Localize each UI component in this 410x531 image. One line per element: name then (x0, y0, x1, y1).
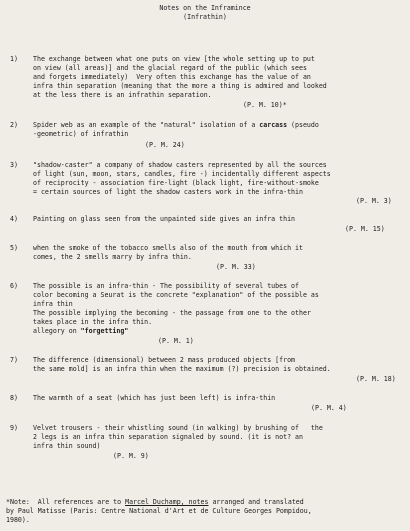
note-line: color becoming a Seurat is the concrete "explanation" of the possible as (33, 291, 319, 299)
note-number: 1) (10, 55, 18, 63)
note-line: and forgets immediately) Very often this exchange has the value of an (33, 73, 311, 81)
note-line: of reciprocity - association fire-light (black light, fire-without-smoke (33, 179, 319, 187)
note-line: Painting on glass seen from the unpainted side gives an infra thin (33, 215, 296, 223)
note-line: 2 legs is an infra thin separation signaled by sound. (it is not? an (33, 433, 303, 441)
note-line: takes place in the infra thin. (33, 318, 153, 326)
note-line: on view (all areas)] and the glacial regard of the public (which sees (33, 64, 307, 72)
footnote-source-title: Marcel Duchamp, notes (125, 498, 209, 506)
note-reference: (P. M. 10)* (243, 101, 287, 109)
note-line: of light (sun, moon, stars, candles, fire -) incidentally different aspects (33, 170, 331, 178)
note-number: 2) (10, 121, 18, 129)
note-number: 5) (10, 244, 18, 252)
note-line: the same mold] is an infra thin when the maximum (?) precision is obtained. (33, 365, 331, 373)
bold-word: "forgetting" (80, 327, 129, 335)
note-line: infra thin separation (meaning that the more a thing is admired and looked (33, 82, 327, 90)
note-number: 6) (10, 282, 18, 290)
note-line: = certain sources of light the shadow casters work in the infra-thin (33, 188, 303, 196)
note-line: The possible is an infra-thin - The possibility of several tubes of (33, 282, 299, 290)
note-line: allegory on "forgetting" (33, 327, 129, 335)
document-title: Notes on the Inframince (159, 4, 251, 12)
note-number: 9) (10, 424, 18, 432)
note-reference: (P. M. 1) (158, 337, 194, 345)
note-line: "shadow-caster" a company of shadow casters represented by all the sources (33, 161, 327, 169)
note-number: 3) (10, 161, 18, 169)
footnote-line: by Paul Matisse (Paris: Centre National d'Art et de Culture Georges Pompidou, (6, 507, 312, 515)
note-reference: (P. M. 33) (216, 263, 256, 271)
note-line: at the less there is an infrathin separation. (33, 91, 212, 99)
note-reference: (P. M. 15) (345, 225, 385, 233)
note-number: 4) (10, 215, 18, 223)
note-line: The possible implying the becoming - the passage from one to the other (33, 309, 311, 317)
note-reference: (P. M. 18) (356, 375, 396, 383)
bold-word: carcass (259, 121, 288, 129)
note-reference: (P. M. 3) (356, 197, 392, 205)
note-line: infra thin sound) (33, 442, 101, 450)
document-subtitle: (Infrathin) (183, 13, 227, 21)
note-reference: (P. M. 9) (113, 452, 149, 460)
note-line: -geometric) of infrathin (33, 130, 129, 138)
note-line: The difference (dimensional) between 2 mass produced objects [from (33, 356, 296, 364)
note-number: 7) (10, 356, 18, 364)
note-reference: (P. M. 4) (311, 404, 347, 412)
note-line: The exchange between what one puts on view [the whole setting up to put (33, 55, 315, 63)
note-line: Spider web as an example of the "natural" isolation of a carcass (pseudo (33, 121, 319, 129)
footnote-line: 1980). (6, 516, 30, 524)
note-line: infra thin (33, 300, 73, 308)
note-line: The warmth of a seat (which has just been left) is infra-thin (33, 394, 276, 402)
note-line: Velvet trousers - their whistling sound (in walking) by brushing of the (33, 424, 323, 432)
note-line: when the smoke of the tobacco smells also of the mouth from which it (33, 244, 303, 252)
note-line: comes, the 2 smells marry by infra thin. (33, 253, 192, 261)
note-reference: (P. M. 24) (145, 141, 185, 149)
note-number: 8) (10, 394, 18, 402)
footnote-line: *Note: All references are to Marcel Duchamp, notes arranged and translated (6, 498, 304, 506)
